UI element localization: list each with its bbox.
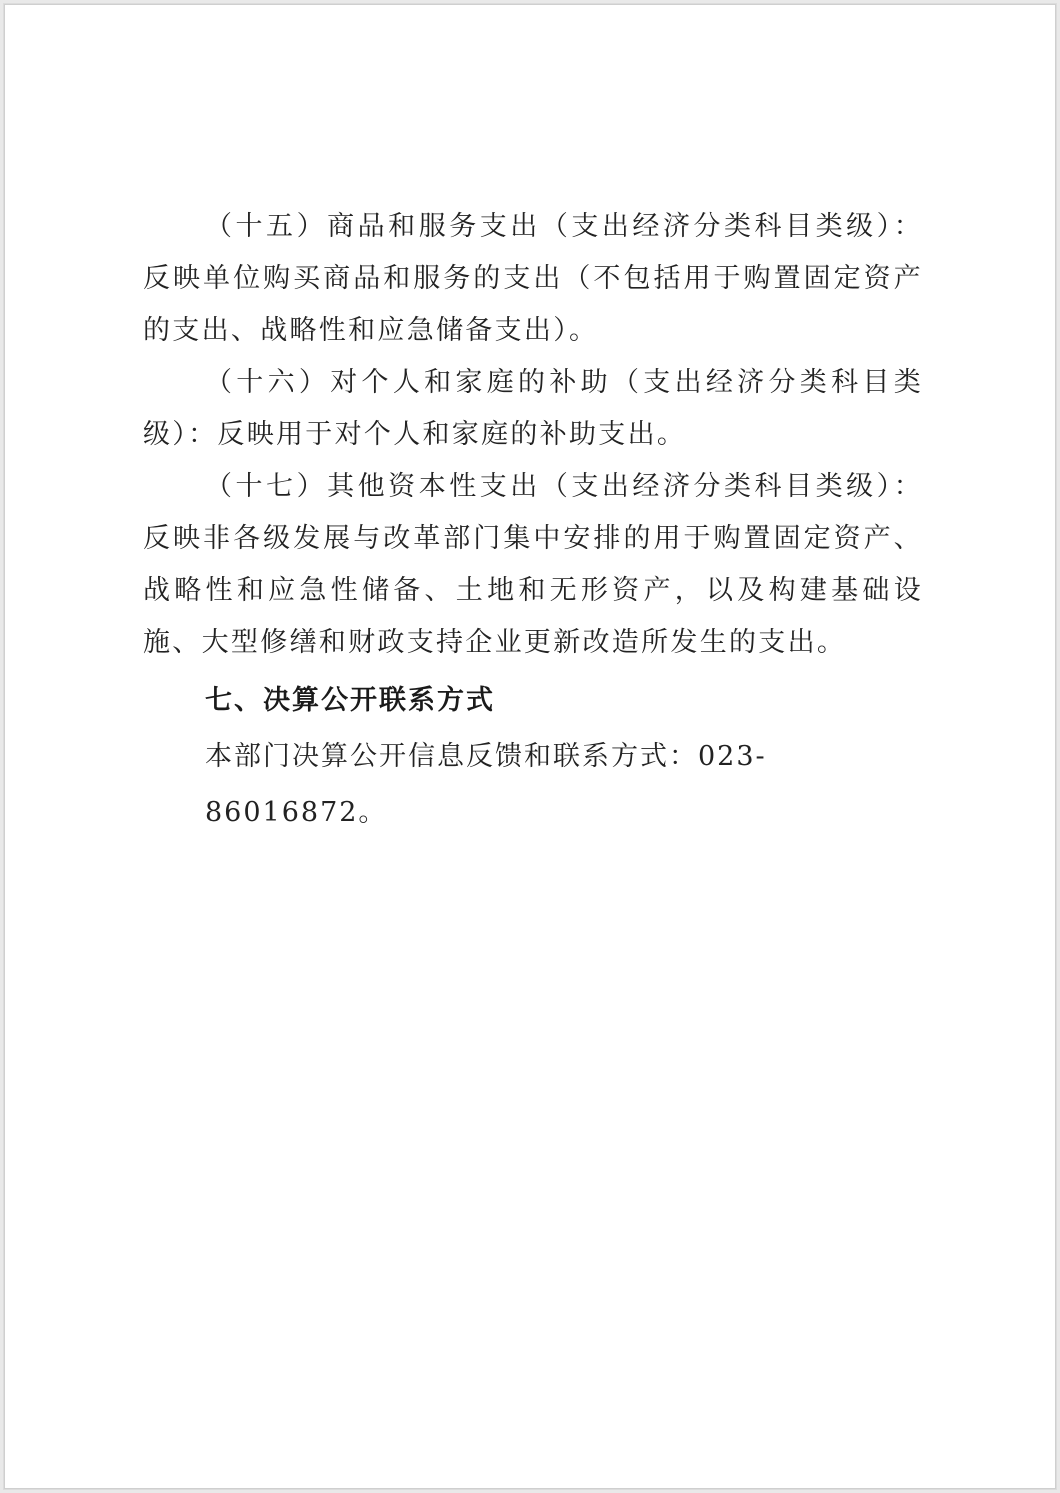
section-heading: 七、决算公开联系方式 xyxy=(205,685,495,716)
paragraph-item-15: （十五）商品和服务支出（支出经济分类科目类级）：反映单位购买商品和服务的支出（不包括用于购置固定资产的支出、战略性和应急储备支出）。 xyxy=(143,211,923,346)
paragraph-item-16: （十六）对个人和家庭的补助（支出经济分类科目类级）：反映用于对个人和家庭的补助支出。 xyxy=(143,367,923,450)
document-body xyxy=(143,201,923,841)
document-page xyxy=(4,4,1056,1489)
contact-info: 本部门决算公开信息反馈和联系方式：023-86016872。 xyxy=(205,741,767,828)
paragraph-item-17: （十七）其他资本性支出（支出经济分类科目类级）：反映非各级发展与改革部门集中安排的用于购置固定资产、战略性和应急性储备、土地和无形资产，以及构建基础设施、大型修缮和财政支持企业更新改造所发生的支出。 xyxy=(143,471,923,658)
